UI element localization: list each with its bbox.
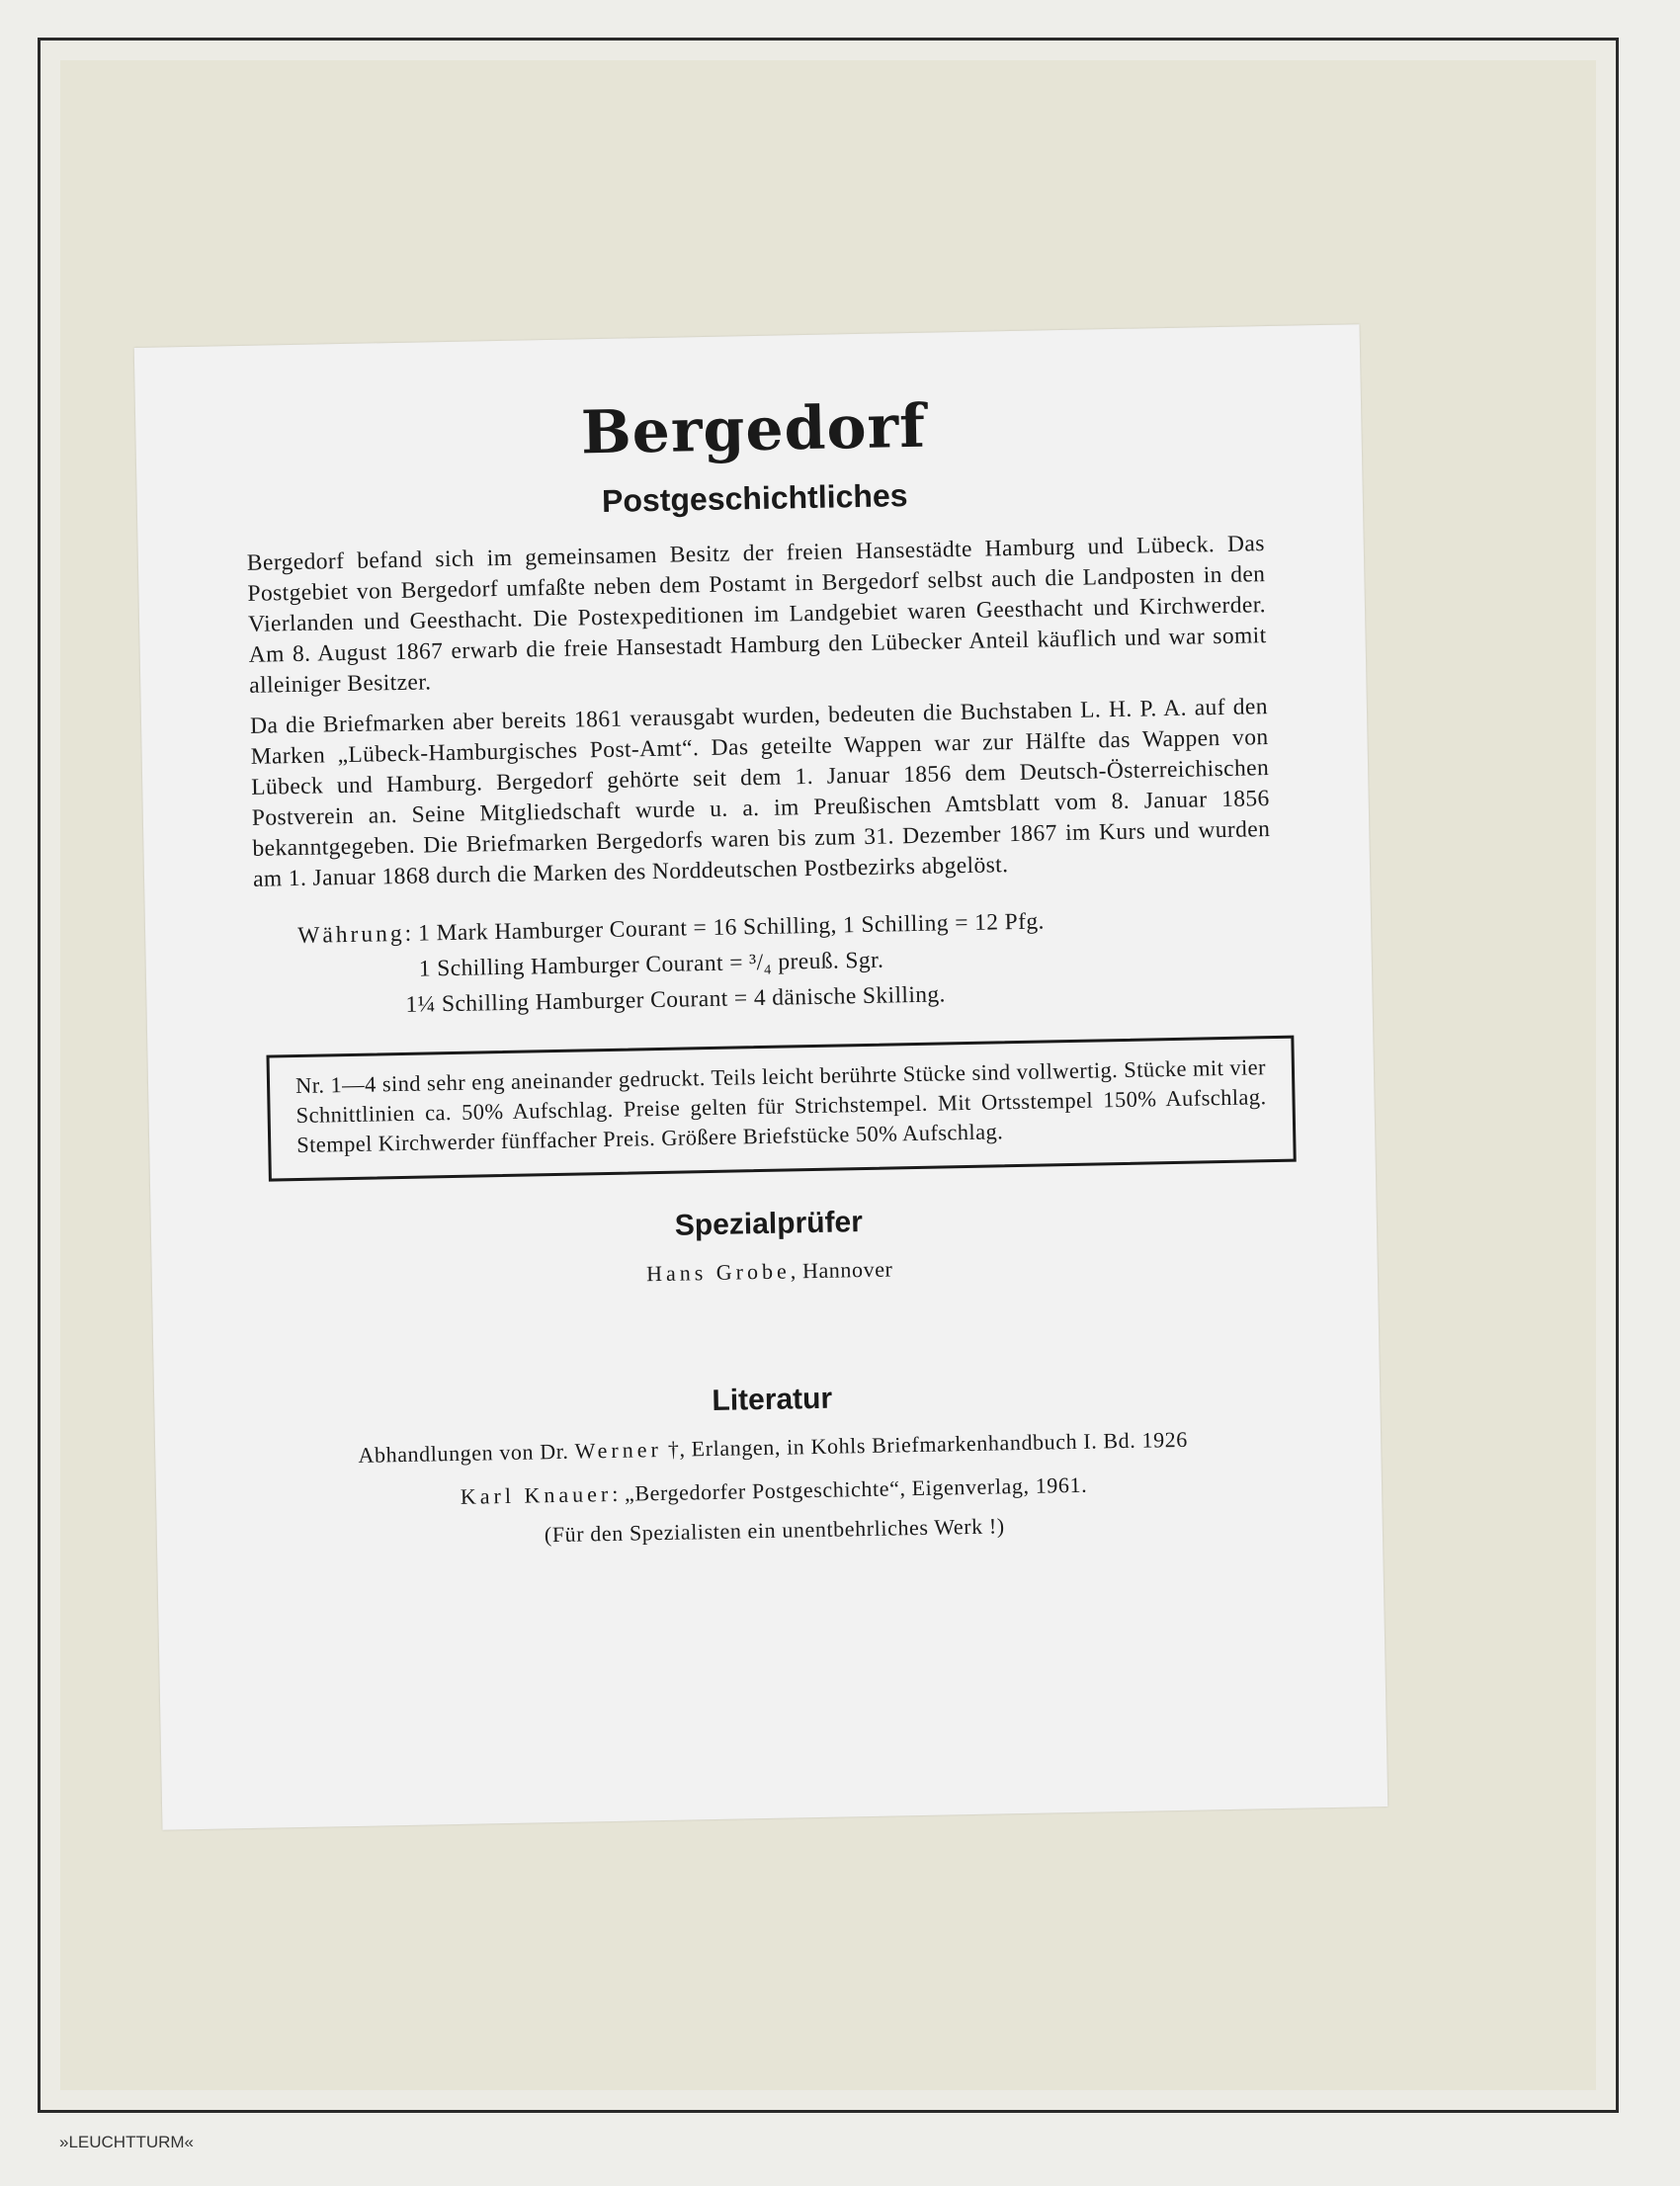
literature-entry-1-prefix: Abhandlungen von Dr. bbox=[358, 1438, 575, 1468]
price-notice-box bbox=[266, 1036, 1296, 1182]
currency-label: Währung: bbox=[296, 920, 415, 949]
literature-entry-1 bbox=[264, 1425, 1282, 1471]
info-sheet bbox=[134, 324, 1388, 1830]
page-title: Bergedorf bbox=[580, 391, 927, 468]
literature-entry-1-suffix: †, Erlangen, in Kohls Briefmarkenhandbuch I. Bd. 1926 bbox=[661, 1426, 1189, 1462]
history-paragraph-2: Da die Briefmarken aber bereits 1861 verausgabt wurden, bedeuten die Buchstaben L. H. P. A. auf den Marken „Lübeck-Hamburgisches Post-Amt“. Das geteilte Wappen war zur Hälfte das Wappen von Lübeck und Hamburg. Bergedorf gehörte seit dem 1. Januar 1856 dem Deutsch-Österreichischen Postverein an. Seine Mitgliedschaft wurde u. a. im Preußischen Amtsblatt vom 8. Januar 1856 bekanntgegeben. Die Briefmarken Bergedorfs waren bis zum 31. Dezember 1867 im Kurs und wurden am 1. Januar 1868 durch die Marken des Norddeutschen Postbezirks abgelöst. bbox=[249, 694, 1271, 892]
examiner-line bbox=[261, 1249, 1279, 1295]
price-notice-text: Nr. 1—4 sind sehr eng aneinander gedruckt. Teils leicht berührte Stücke sind vollwertig. Stücke mit vier Schnittlinien ca. 50% Aufschlag. Preise gelten für Strichstempel. Mit Ortsstempel 150% Aufschlag. Stempel Kirchwerder fünffacher Preis. Größere Briefstücke 50% Aufschlag. bbox=[294, 1054, 1267, 1158]
literature-entry-2-suffix: : „Bergedorfer Postgeschichte“, Eigenverlag, 1961. bbox=[611, 1471, 1088, 1506]
examiner-city: , Hannover bbox=[790, 1256, 893, 1284]
section-subtitle: Postgeschichtliches bbox=[601, 477, 908, 519]
examiner-heading: Spezialprüfer bbox=[674, 1206, 864, 1242]
currency-line-1: 1 Mark Hamburger Courant = 16 Schilling, 1 Schilling = 12 Pfg. bbox=[417, 908, 1046, 947]
currency-line-3: 1¼ Schilling Hamburger Courant = 4 dänische Skilling. bbox=[405, 981, 947, 1018]
examiner-name: Hans Grobe bbox=[645, 1258, 791, 1287]
brand-footer: »LEUCHTTURM« bbox=[59, 2133, 195, 2151]
history-paragraph-1: Bergedorf befand sich im gemeinsamen Besitz der freien Hansestädte Hamburg und Lübeck. Das Postgebiet von Bergedorf umfaßte neben dem Postamt in Bergedorf selbst auch die Landposten in den Vierlanden und Geesthacht. Die Postexpeditionen im Landgebiet waren Geesthacht und Kirchwerder. Am 8. August 1867 erwarb die freie Hansestadt Hamburg den Lübecker Anteil käuflich und war somit alleiniger Besitzer. bbox=[246, 531, 1267, 699]
literature-heading: Literatur bbox=[712, 1382, 833, 1418]
currency-block bbox=[254, 899, 1274, 1026]
literature-author-knauer: Karl Knauer bbox=[460, 1480, 613, 1509]
currency-line-2: 1 Schilling Hamburger Courant = ³/₄ preuß. Sgr. bbox=[418, 947, 884, 982]
literature-entry-2 bbox=[265, 1469, 1283, 1514]
literature-author-werner: Werner bbox=[574, 1436, 663, 1464]
literature-note: (Für den Spezialisten ein unentbehrliches Werk !) bbox=[544, 1513, 1005, 1548]
